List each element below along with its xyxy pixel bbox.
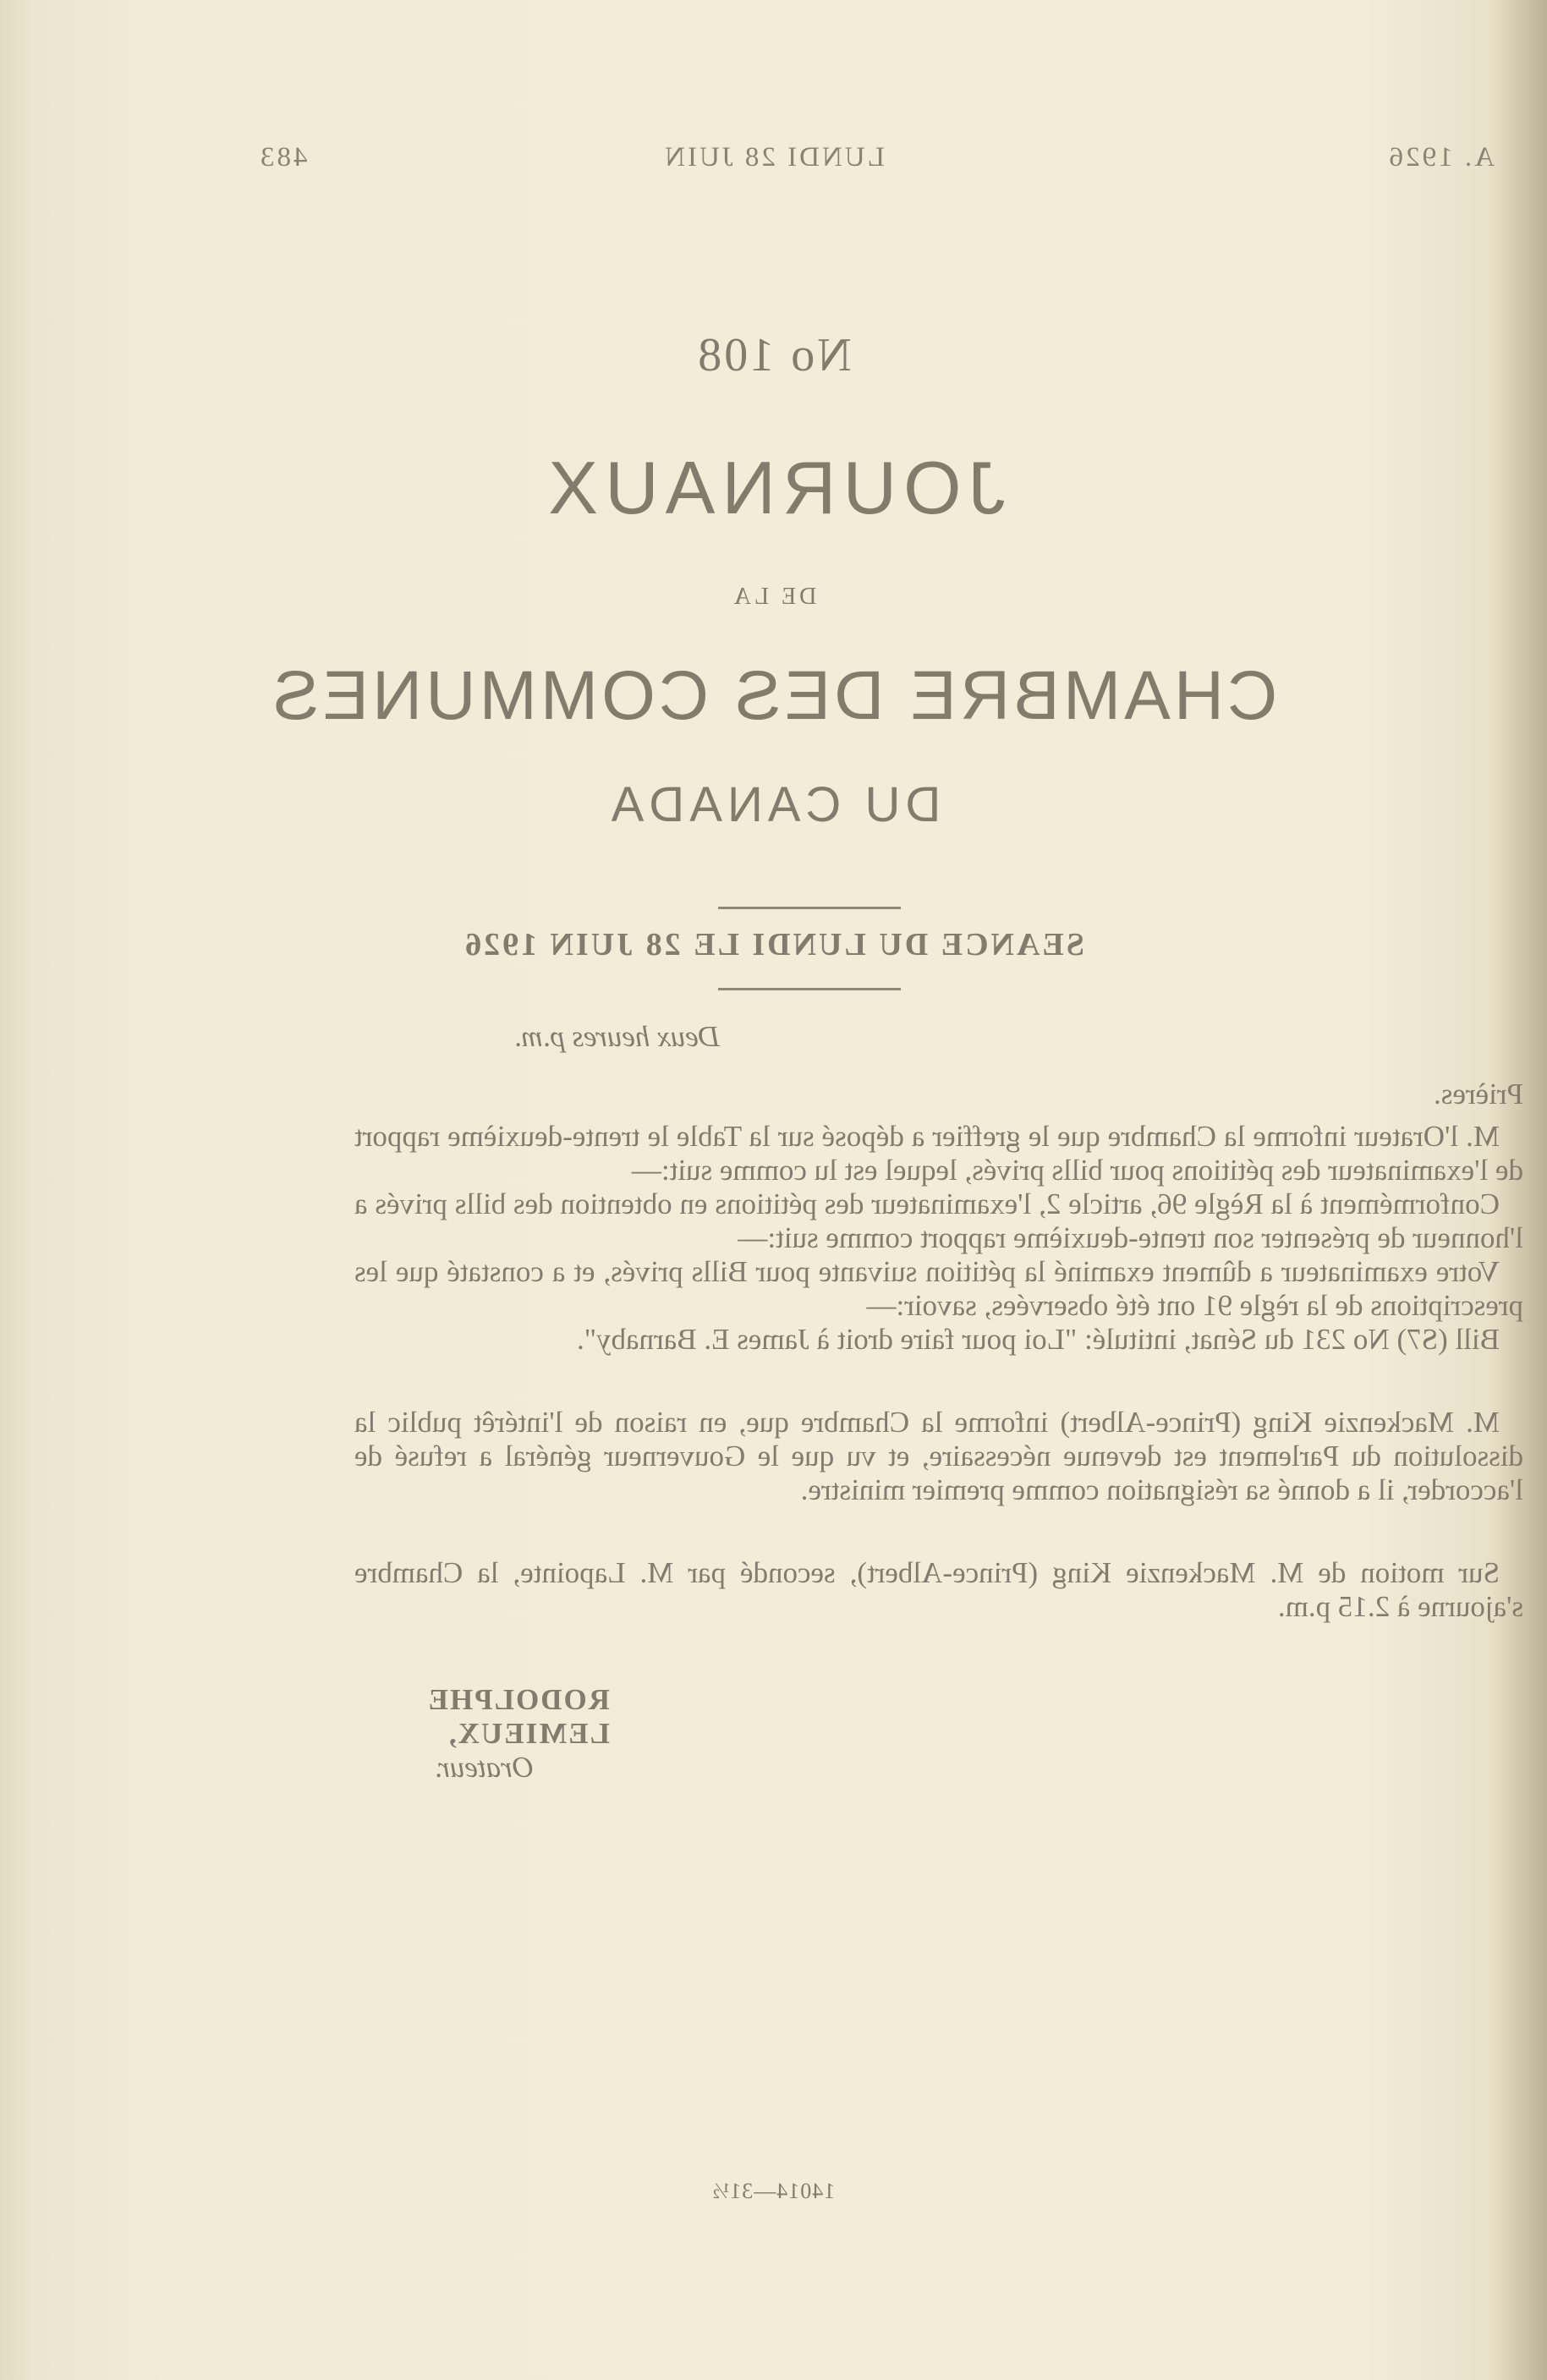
divider-rule bbox=[718, 988, 901, 990]
journal-body bbox=[354, 1020, 1523, 1785]
sitting-time: Deux heures p.m. bbox=[513, 1020, 720, 1053]
chamber-title: CHAMBRE DES COMMUNES bbox=[269, 657, 1278, 734]
journal-title: JOURNAUX bbox=[541, 446, 1006, 529]
signature-title: Orateur. bbox=[434, 1751, 534, 1784]
divider-rule bbox=[718, 907, 901, 909]
paragraph-examiner: Votre examinateur a dûment examiné la pétition suivante pour Bills privés, et a constaté que les prescriptions de la règle 91 ont été observées, savoir:— bbox=[354, 1255, 1523, 1322]
signature-name: RODOLPHE LEMIEUX, bbox=[426, 1683, 610, 1750]
title-connector: DE LA bbox=[730, 584, 817, 610]
sitting-heading: SEANCE DU LUNDI LE 28 JUIN 1926 bbox=[463, 927, 1084, 962]
issue-number: No 108 bbox=[695, 329, 852, 381]
running-header-date: LUNDI 28 JUIN bbox=[662, 142, 885, 173]
paragraph-speaker-report: M. l'Orateur informe la Chambre que le greffier a déposé sur la Table le trente-deuxième rapport de l'examinateur des pétitions pour bills privés, lequel est lu comme suit:— bbox=[354, 1120, 1523, 1187]
running-header-year: A. 1926 bbox=[1386, 142, 1495, 173]
paragraph-adjournment: Sur motion de M. Mackenzie King (Prince-Albert), secondé par M. Lapointe, la Chambre s'ajourne à 2.15 p.m. bbox=[354, 1556, 1523, 1623]
running-header-page-number: 483 bbox=[258, 142, 308, 173]
paragraph-rule-96: Conformément à la Règle 96, article 2, l'examinateur des pétitions en obtention des bills privés a l'honneur de présenter son trente-deuxième rapport comme suit:— bbox=[354, 1187, 1523, 1254]
paragraph-bill: Bill (S7) No 231 du Sénat, intitulé: "Loi pour faire droit à James E. Barnaby". bbox=[576, 1323, 1500, 1356]
paragraph-dissolution: M. Mackenzie King (Prince-Albert) informe la Chambre que, en raison de l'intérêt public la dissolution du Parlement est devenue nécessaire, et vu que le Gouverneur général a refusé de l'accorder, il a donné sa résignation comme premier ministre. bbox=[354, 1406, 1523, 1506]
printer-code: 14014—31½ bbox=[711, 2179, 836, 2203]
prayers-line: Prières. bbox=[1434, 1078, 1523, 1110]
country-title: DU CANADA bbox=[606, 777, 941, 832]
